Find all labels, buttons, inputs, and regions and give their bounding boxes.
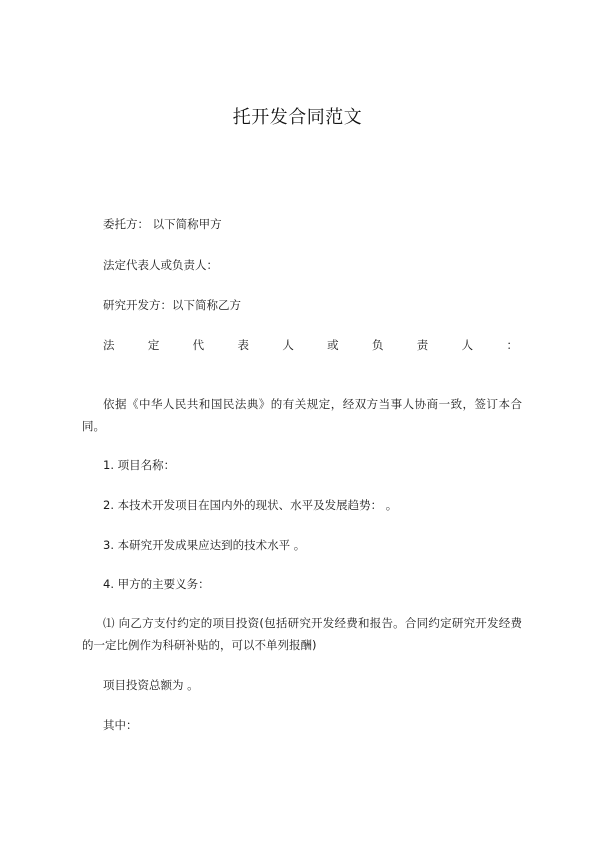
item-4-sub-1: ⑴ 向乙方支付约定的项目投资(包括研究开发经费和报告。合同约定研究开发经费的一定比例作为科研补贴的，可以不单列报酬): [82, 616, 522, 652]
developer-rep-char: 或: [327, 338, 339, 352]
developer-representative-line: [103, 337, 518, 353]
client-line: 委托方： 以下简称甲方: [103, 217, 222, 231]
item-2-status: 2. 本技术开发项目在国内外的现状、水平及发展趋势： 。: [103, 498, 398, 512]
basis-paragraph: 依据《中华人民共和国民法典》的有关规定，经双方当事人协商一致，签订本合同。: [82, 397, 522, 433]
developer-rep-char: 法: [103, 338, 115, 352]
item-1-project-name: 1. 项目名称：: [103, 458, 176, 472]
item-4-client-obligations: 4. 甲方的主要义务：: [103, 577, 210, 591]
investment-total-line: 项目投资总额为 。: [103, 678, 199, 692]
developer-rep-char: 负: [371, 338, 384, 352]
document-title: 托开发合同范文: [232, 107, 363, 128]
developer-rep-char: 人: [282, 338, 294, 352]
developer-rep-char: 定: [147, 338, 160, 352]
item-3-tech-level: 3. 本研究开发成果应达到的技术水平 。: [103, 538, 306, 552]
developer-rep-char: 人: [461, 338, 474, 352]
developer-rep-char: ：: [506, 338, 518, 352]
among-line: 其中：: [103, 718, 138, 732]
client-representative-line: 法定代表人或负责人：: [103, 258, 218, 272]
developer-line: 研究开发方：以下简称乙方: [103, 298, 241, 312]
developer-rep-char: 代: [192, 338, 205, 352]
developer-rep-char: 表: [237, 338, 249, 352]
developer-rep-char: 责: [416, 338, 429, 352]
